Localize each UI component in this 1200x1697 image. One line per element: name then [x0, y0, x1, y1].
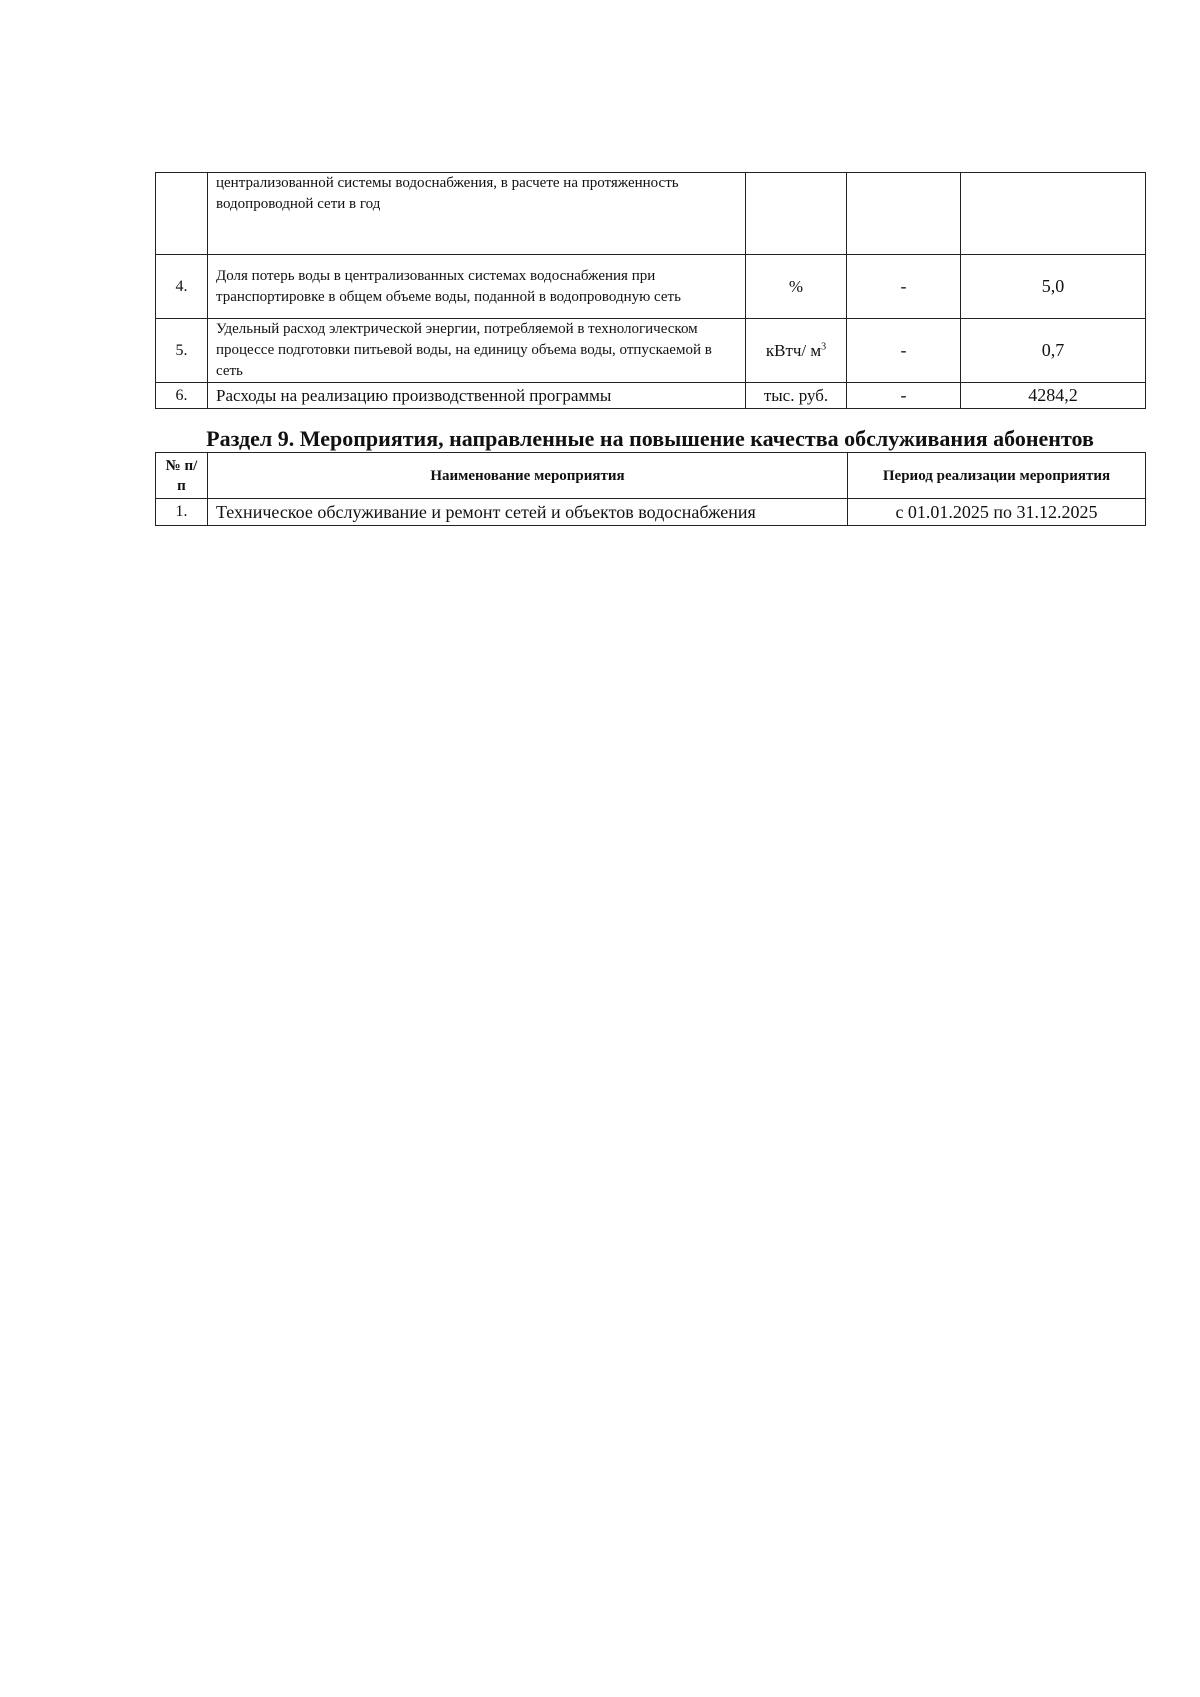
- unit-text: кВтч/ м: [765, 341, 822, 360]
- indicator-unit: тыс. руб.: [746, 383, 847, 409]
- indicators-table: [155, 172, 1146, 409]
- indicator-prev-value: -: [847, 383, 961, 409]
- indicator-value: 4284,2: [961, 383, 1146, 409]
- document-page: [155, 172, 1145, 526]
- section-title: Раздел 9. Мероприятия, направленные на повышение качества обслуживания абонентов: [206, 426, 1094, 451]
- indicator-name: Доля потерь воды в централизованных системах водоснабжения при транспортировке в общем объеме воды, поданной в водопроводную сеть: [208, 255, 746, 319]
- indicator-value: 5,0: [961, 255, 1146, 319]
- measures-table: [155, 452, 1146, 526]
- row-number: 4.: [156, 255, 208, 319]
- table-row: [156, 499, 1146, 526]
- row-number: 1.: [156, 499, 208, 526]
- indicator-name: Удельный расход электрической энергии, потребляемой в технологическом процессе подготовки питьевой воды, на единицу объема воды, отпускаемой в сеть: [208, 319, 746, 383]
- table-row: [156, 383, 1146, 409]
- table-header-row: [156, 453, 1146, 499]
- indicator-name: Расходы на реализацию производственной программы: [208, 383, 746, 409]
- row-number: [156, 173, 208, 255]
- row-number: 6.: [156, 383, 208, 409]
- header-period: Период реализации мероприятия: [848, 453, 1146, 499]
- indicator-value: [961, 173, 1146, 255]
- header-measure-name: Наименование мероприятия: [208, 453, 848, 499]
- row-number: 5.: [156, 319, 208, 383]
- header-number: № п/п: [156, 453, 208, 499]
- indicator-prev-value: -: [847, 319, 961, 383]
- table-row: [156, 173, 1146, 255]
- indicator-unit: [746, 319, 847, 383]
- measure-period: с 01.01.2025 по 31.12.2025: [848, 499, 1146, 526]
- unit-superscript: 3: [821, 341, 827, 353]
- measure-name: Техническое обслуживание и ремонт сетей и объектов водоснабжения: [208, 499, 848, 526]
- indicator-unit: [746, 173, 847, 255]
- indicator-unit: %: [746, 255, 847, 319]
- table-row: [156, 319, 1146, 383]
- indicator-value: 0,7: [961, 319, 1146, 383]
- indicator-prev-value: [847, 173, 961, 255]
- indicator-prev-value: -: [847, 255, 961, 319]
- indicator-name: централизованной системы водоснабжения, в расчете на протяженность водопроводной сети в год: [208, 173, 746, 255]
- table-row: [156, 255, 1146, 319]
